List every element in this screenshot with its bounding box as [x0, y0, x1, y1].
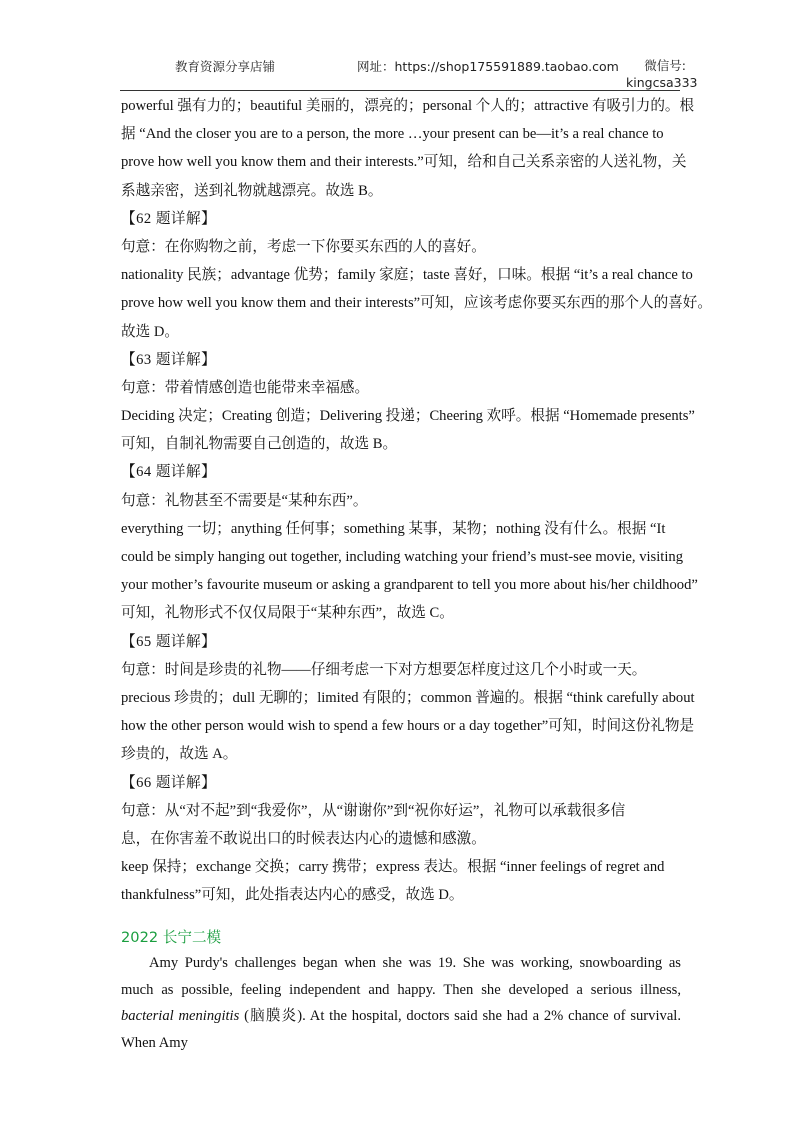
header-wechat-label: 微信号: — [644, 58, 686, 73]
passage-text-after: (脑膜炎). At the hospital, doctors said she had a 2% chance of survival. When Amy — [121, 1008, 681, 1051]
text-line: everything 一切；anything 任何事；something 某事，某物；nothing 没有什么。根据 “It — [121, 520, 666, 537]
header-wechat — [626, 57, 698, 91]
passage-paragraph — [121, 950, 681, 1056]
text-line: 句意：从“对不起”到“我爱你”，从“谢谢你”到“祝你好运”，礼物可以承载很多信 — [121, 802, 626, 819]
text-line: nationality 民族；advantage 优势；family 家庭；taste 喜好，口味。根据 “it’s a real chance to — [121, 267, 693, 284]
text-line: 故选 D。 — [121, 323, 179, 340]
text-line: keep 保持；exchange 交换；carry 携带；express 表达。根据 “inner feelings of regret and — [121, 859, 665, 876]
section-title: 2022 长宁二模 — [121, 929, 222, 946]
text-line: 珍贵的，故选 A。 — [121, 746, 238, 763]
header-shop-name: 教育资源分享店铺 — [175, 59, 276, 74]
text-line: 句意：带着情感创造也能带来幸福感。 — [121, 379, 370, 396]
text-line: 息，在你害羞不敢说出口的时候表达内心的遗憾和感激。 — [121, 830, 486, 847]
question-heading: 【65 题详解】 — [121, 633, 217, 650]
text-line: thankfulness”可知，此处指表达内心的感受，故选 D。 — [121, 887, 464, 904]
text-line: prove how well you know them and their interests.”可知，给和自己关系亲密的人送礼物，关 — [121, 154, 687, 171]
question-heading: 【62 题详解】 — [121, 210, 217, 227]
text-line: Deciding 决定；Creating 创造；Delivering 投递；Cheering 欢呼。根据 “Homemade presents” — [121, 408, 695, 425]
text-line: 可知，礼物形式不仅仅局限于“某种东西”，故选 C。 — [121, 605, 454, 622]
text-line: 句意：在你购物之前，考虑一下你要买东西的人的喜好。 — [121, 238, 486, 255]
text-line: 句意：礼物甚至不需要是“某种东西”。 — [121, 492, 368, 509]
text-line: 句意：时间是珍贵的礼物——仔细考虑一下对方想要怎样度过这几个小时或一天。 — [121, 661, 647, 678]
text-line: 可知，自制礼物需要自己创造的，故选 B。 — [121, 436, 398, 453]
header-url: 网址：https://shop175591889.taobao.com — [357, 59, 619, 74]
question-heading: 【64 题详解】 — [121, 464, 217, 481]
text-line: could be simply hanging out together, including watching your friend’s must-see movie, visiting — [121, 549, 683, 565]
header-divider — [120, 90, 680, 91]
text-line: how the other person would wish to spend a few hours or a day together”可知，时间这份礼物是 — [121, 718, 695, 735]
passage-text: Amy Purdy's challenges began when she was 19. She was working, snowboarding as much as possible, feeling independent and happy. Then she developed a serious illness, — [121, 955, 681, 998]
text-line: powerful 强有力的；beautiful 美丽的，漂亮的；personal 个人的；attractive 有吸引力的。根 — [121, 98, 695, 114]
text-line: precious 珍贵的；dull 无聊的；limited 有限的；common 普遍的。根据 “think carefully about — [121, 689, 695, 706]
question-heading: 【63 题详解】 — [121, 351, 217, 368]
text-line: prove how well you know them and their interests”可知，应该考虑你要买东西的那个人的喜好。 — [121, 295, 712, 312]
text-line: 据 “And the closer you are to a person, the more …your present can be—it’s a real chance to — [121, 126, 664, 143]
text-line: 系越亲密，送到礼物就越漂亮。故选 B。 — [121, 182, 383, 199]
answer-explanations — [121, 92, 712, 909]
page-header — [0, 0, 800, 92]
question-heading: 【66 题详解】 — [121, 774, 217, 791]
passage-italic-term: bacterial meningitis — [121, 1008, 240, 1024]
text-line: your mother’s favourite museum or asking a grandparent to tell you more about his/her childhood” — [121, 577, 698, 594]
header-wechat-id: kingcsa333 — [626, 75, 698, 90]
reading-passage — [121, 950, 681, 1056]
